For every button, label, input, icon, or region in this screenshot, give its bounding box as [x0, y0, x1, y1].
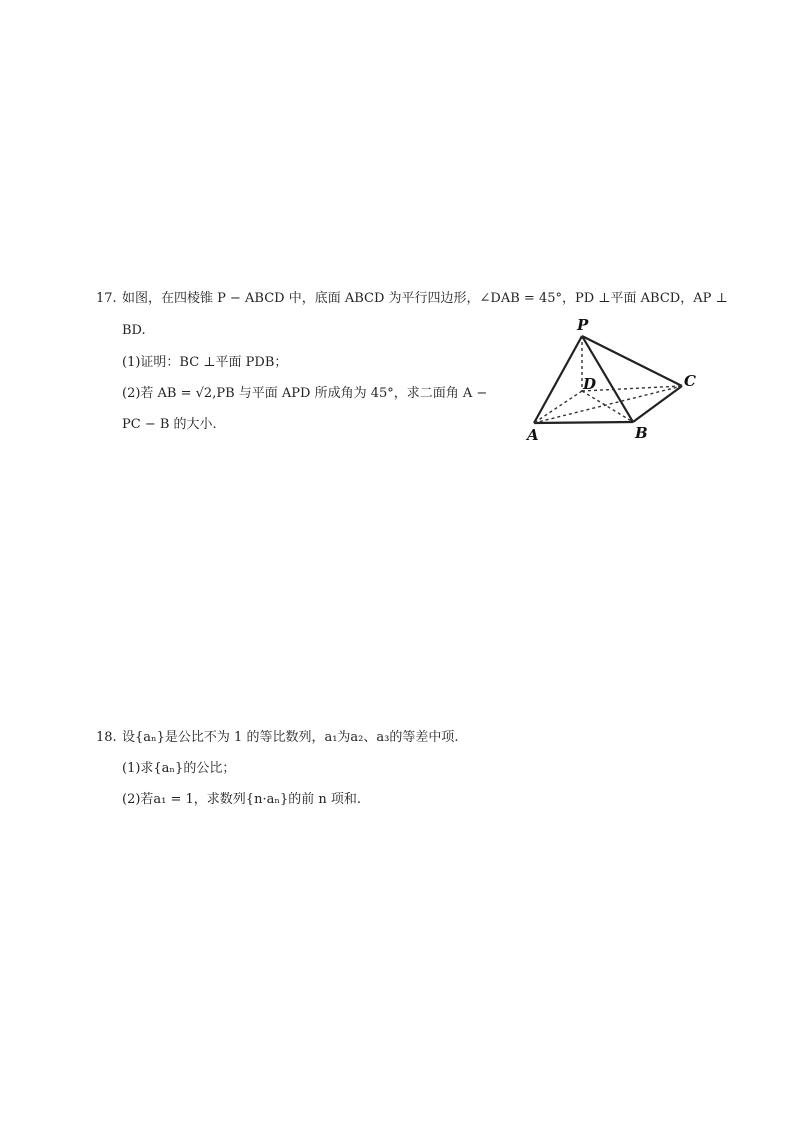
problem-17-statement-line1: 如图，在四棱锥 P − ABCD 中，底面 ABCD 为平行四边形，∠DAB = 45°，PD ⊥平面 ABCD，AP ⊥ — [122, 291, 728, 306]
problem-18-part2: (2)若a₁ = 1，求数列{n·aₙ}的前 n 项和. — [122, 792, 361, 807]
edge-DA — [534, 391, 582, 423]
edge-BC — [633, 386, 682, 422]
edge-AB — [534, 422, 633, 423]
vertex-label-C: C — [684, 372, 696, 390]
edge-PA — [534, 336, 582, 423]
edge-DC — [582, 386, 682, 391]
vertex-label-A: A — [527, 426, 539, 444]
problem-17-part2-line1: (2)若 AB = √2,PB 与平面 APD 所成角为 45°，求二面角 A − — [122, 386, 488, 401]
edge-AC — [534, 386, 682, 423]
problem-18-statement: 设{aₙ}是公比不为 1 的等比数列，a₁为a₂、a₃的等差中项. — [122, 730, 459, 745]
problem-18-part1: (1)求{aₙ}的公比； — [122, 761, 236, 776]
problem-17-number: 17. — [96, 291, 117, 306]
vertex-label-B: B — [635, 424, 648, 442]
vertex-label-D: D — [583, 375, 597, 393]
vertex-label-P: P — [577, 316, 589, 334]
edge-DB — [582, 391, 633, 422]
problem-17-part1: (1)证明：BC ⊥平面 PDB； — [122, 355, 288, 370]
problem-17-part2-line2: PC − B 的大小. — [122, 417, 217, 432]
pyramid-figure — [522, 316, 700, 444]
problem-17-statement-line2: BD. — [122, 323, 146, 338]
problem-18-number: 18. — [96, 730, 117, 745]
